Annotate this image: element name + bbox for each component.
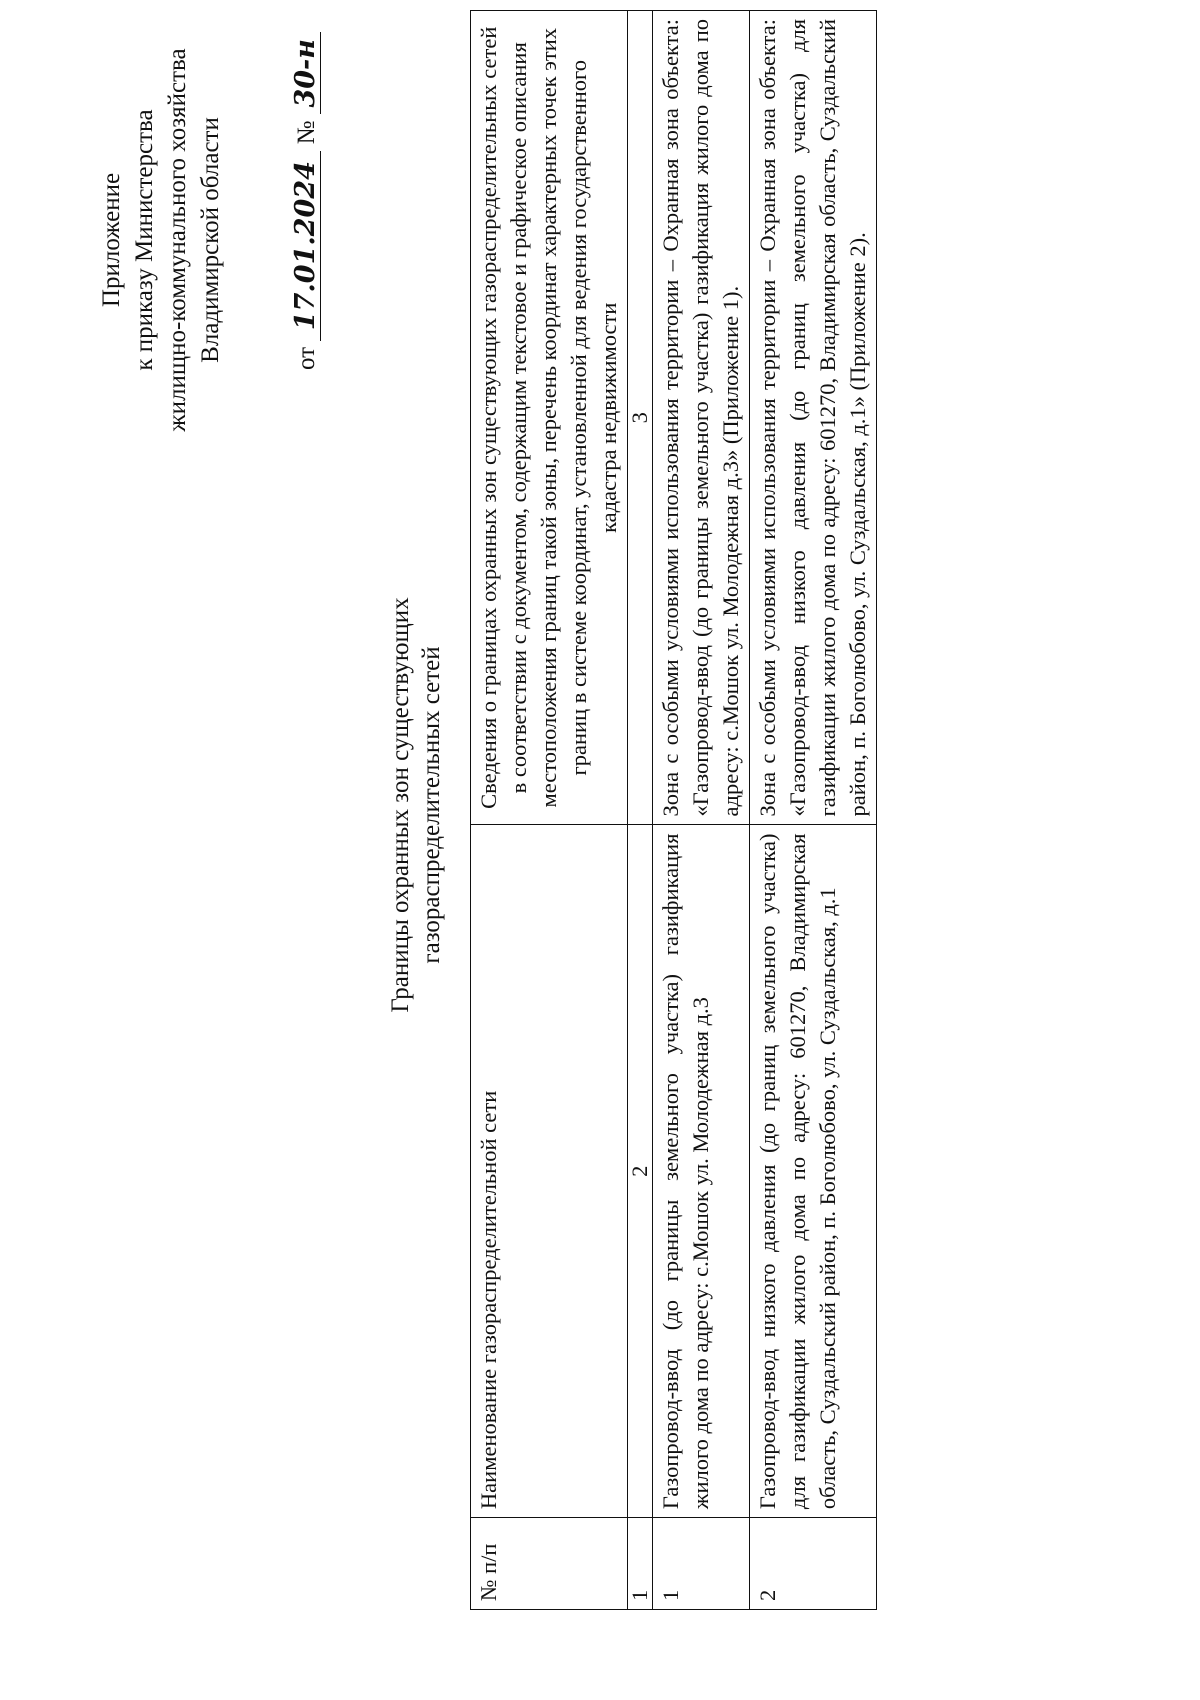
zone-info-cell: Зона с особыми условиями использования территории – Охранная зона объекта: «Газопровод-ввод низкого давления (до границ земельного участка) для газификации жилого дома по адресу: 601270, Владимирская область, Суздальский район, п. Боголюбово, ул. Суздальская, д.1» (Приложение 2). xyxy=(750,11,877,825)
column-index: 3 xyxy=(628,11,653,825)
network-name-cell: Газопровод-ввод (до границы земельного участка) газификация жилого дома по адресу: с.Мошок ул. Молодежная д.3 xyxy=(653,825,750,1518)
table-row xyxy=(750,11,877,1610)
region-name: Владимирской области xyxy=(197,117,224,363)
handwritten-number: 30-н xyxy=(292,32,321,114)
network-name-cell: Газопровод-ввод низкого давления (до границ земельного участка) для газификации жилого дома по адресу: 601270, Владимирская область, Суздальский район, п. Боголюбово, ул. Суздальская, д.1 xyxy=(750,825,877,1518)
column-index: 2 xyxy=(628,825,653,1518)
from-label: от xyxy=(293,346,320,370)
table-row xyxy=(653,11,750,1610)
ministry-name: жилищно-коммунального хозяйства xyxy=(164,48,191,432)
appendix-header xyxy=(95,30,227,450)
column-index: 1 xyxy=(628,1518,653,1610)
order-reference: к приказу Министерства xyxy=(131,109,158,371)
handwritten-date: 17.01.2024 xyxy=(292,151,321,341)
title-line-2: газораспределительных сетей xyxy=(418,646,445,964)
row-number: 2 xyxy=(750,1518,877,1610)
appendix-label: Приложение xyxy=(98,172,125,308)
order-date-number xyxy=(292,10,321,370)
number-label: № xyxy=(293,120,320,145)
row-number: 1 xyxy=(653,1518,750,1610)
protection-zones-table xyxy=(470,10,877,1610)
document-title xyxy=(385,455,447,1155)
column-index-row xyxy=(628,11,653,1610)
zone-info-cell: Зона с особыми условиями использования территории – Охранная зона объекта: «Газопровод-ввод (до границы земельного участка) газификация жилого дома по адресу: с.Мошок ул. Молодежная д.3» (Приложение 1). xyxy=(653,11,750,825)
header-network-name: Наименование газораспределительной сети xyxy=(471,825,628,1518)
table-header-row xyxy=(471,11,628,1610)
title-line-1: Границы охранных зон существующих xyxy=(387,597,414,1013)
header-number: № п/п xyxy=(471,1518,628,1610)
header-zone-info: Сведения о границах охранных зон существующих газораспределительных сетей в соответствии с документом, содержащим текстовое и графическое описания местоположения границ такой зоны, перечень координат характерных точек этих границ в системе координат, установленной для ведения государственного кадастра недвижимости xyxy=(471,11,628,825)
